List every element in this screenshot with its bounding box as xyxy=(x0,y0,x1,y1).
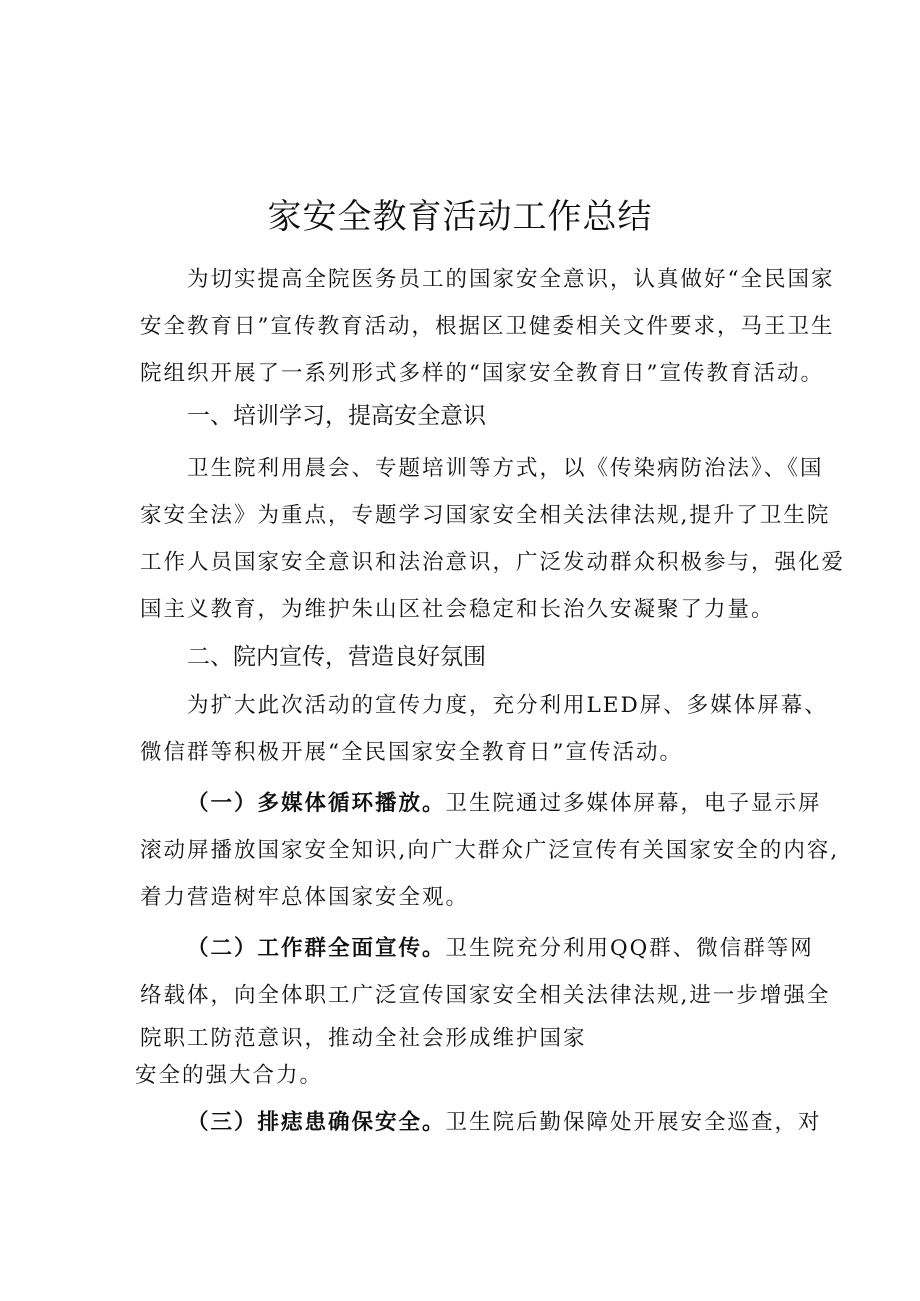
item-lead: （一）多媒体循环播放。 xyxy=(187,791,446,816)
paragraph-line: 着力营造树牢总体国家安全观。 xyxy=(140,885,470,910)
item2-paragraph xyxy=(135,925,831,1093)
section1-paragraph xyxy=(140,445,846,633)
paragraph-line: 滚动屏播放国家安全知识,向广大群众广泛宣传有关国家安全的内容, xyxy=(140,838,840,863)
paragraph-line: 安全的强大合力。 xyxy=(135,1063,324,1088)
paragraph-line: 院组织开展了一系列形式多样的“国家安全教育日”宣传教育活动。 xyxy=(140,361,824,386)
item1-paragraph xyxy=(140,780,840,921)
paragraph-line xyxy=(140,780,822,827)
paragraph-line: 微信群等积极开展“全民国家安全教育日”宣传活动。 xyxy=(140,740,683,765)
item-text: 卫生院通过多媒体屏幕，电子显示屏 xyxy=(445,791,822,816)
paragraph-line: 卫生院利用晨会、专题培训等方式，以《传染病防治法》、《国 xyxy=(187,456,824,481)
section-heading-1: 一、培训学习，提高安全意识 xyxy=(187,403,486,429)
paragraph-line: 络载体，向全体职工广泛宣传国家安全相关法律法规,进一步增强全 xyxy=(140,983,831,1008)
paragraph-line xyxy=(140,925,814,972)
item-text: 卫生院后勤保障处开展安全巡查，对 xyxy=(445,1110,822,1135)
paragraph-line: 工作人员国家安全意识和法治意识，广泛发动群众积极参与，强化爱 xyxy=(140,550,846,575)
item-text: 卫生院充分利用QQ群、微信群等网 xyxy=(445,936,814,961)
section-heading-2: 二、院内宣传，营造良好氛围 xyxy=(187,644,486,670)
paragraph-line: 国主义教育，为维护朱山区社会稳定和长治久安凝聚了力量。 xyxy=(140,597,775,622)
paragraph-line: 为扩大此次活动的宣传力度，充分利用LED屏、多媒体屏幕、 xyxy=(187,693,828,718)
paragraph-line xyxy=(140,1099,822,1146)
item3-paragraph xyxy=(140,1099,822,1146)
item-lead: （三）排痣患确保安全。 xyxy=(187,1110,446,1135)
item-lead: （二）工作群全面宣传。 xyxy=(187,936,446,961)
section2-paragraph xyxy=(140,682,828,776)
paragraph-line: 为切实提高全院医务员工的国家安全意识，认真做好“全民国家 xyxy=(187,267,835,292)
paragraph-line: 院职工防范意识，推动全社会形成维护国家 xyxy=(140,1026,587,1051)
paragraph-line: 安全教育日”宣传教育活动，根据区卫健委相关文件要求，马王卫生 xyxy=(140,314,835,339)
document-title: 家安全教育活动工作总结 xyxy=(267,197,653,237)
paragraph-line: 家安全法》为重点，专题学习国家安全相关法律法规,提升了卫生院 xyxy=(140,503,831,528)
intro-paragraph xyxy=(140,256,835,397)
